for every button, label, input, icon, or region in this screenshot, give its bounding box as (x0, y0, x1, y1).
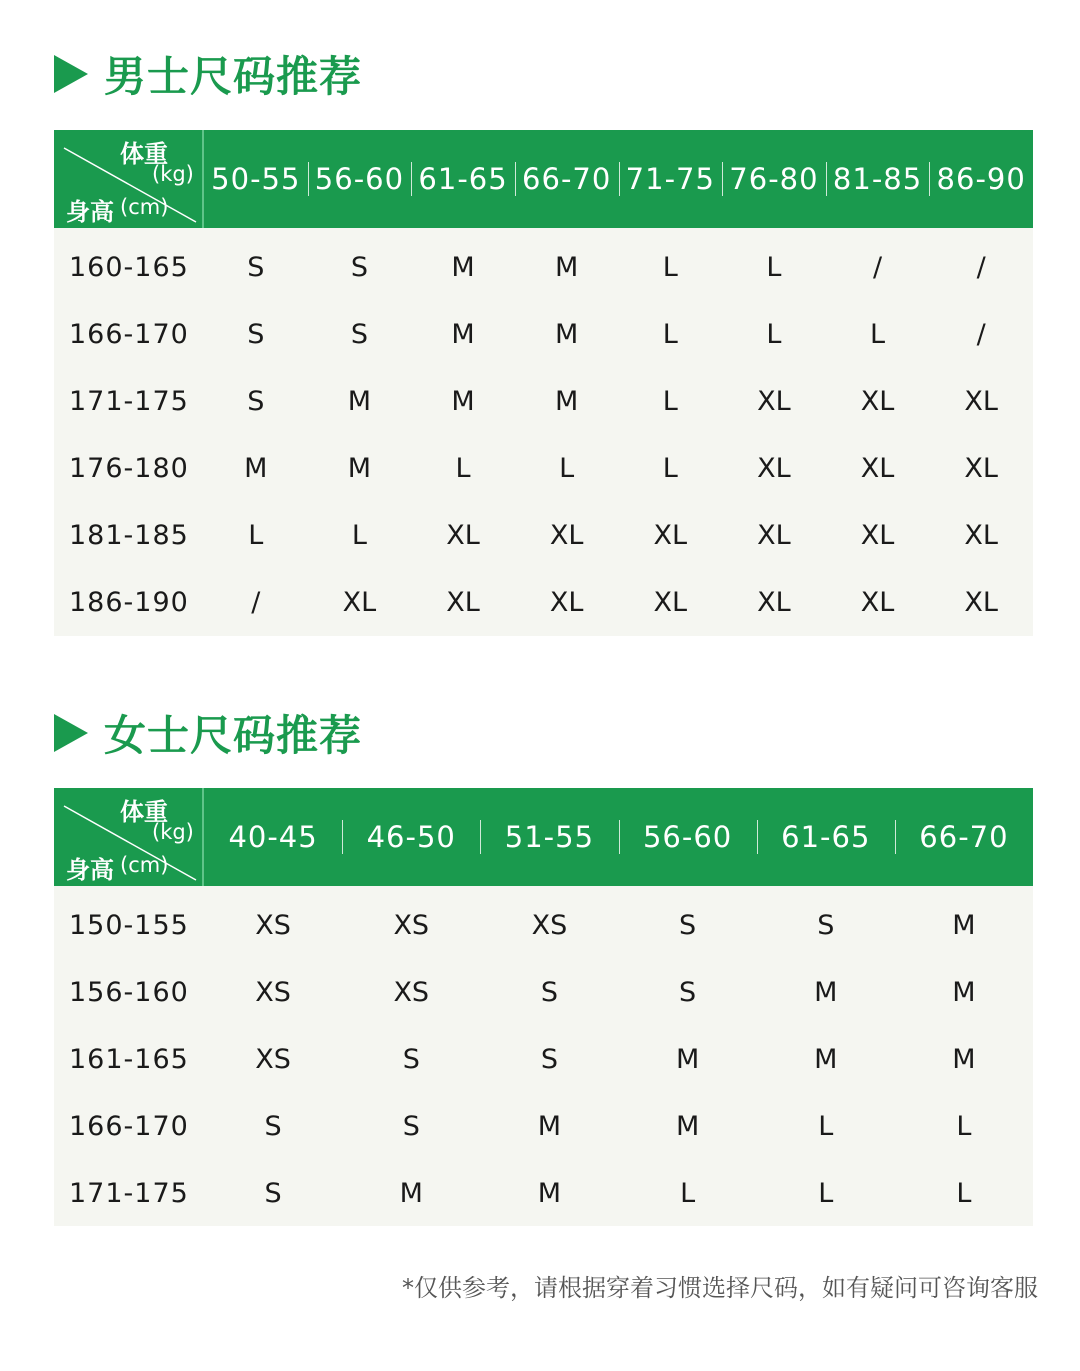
women-table-header (54, 788, 1033, 886)
size-cell: L (662, 252, 678, 283)
height-range-label: 161-165 (69, 1044, 189, 1075)
size-cell: L (818, 1178, 834, 1209)
size-cell: XL (964, 520, 998, 551)
men-corner-cell (54, 130, 204, 228)
size-cell: L (248, 520, 264, 551)
size-cell: M (244, 453, 268, 484)
size-cell: XL (860, 587, 895, 618)
weight-label: 体重 (120, 140, 168, 168)
size-cell: XL (757, 520, 791, 551)
size-cell: M (952, 910, 976, 941)
size-cell: / (976, 252, 986, 283)
height-label: 身高 (66, 856, 114, 884)
size-cell: L (662, 386, 678, 417)
table-row (54, 502, 1033, 569)
size-cell: XL (757, 587, 791, 618)
weight-column-header: 61-65 (411, 162, 515, 196)
size-cell: M (814, 1044, 838, 1075)
weight-column-header: 56-60 (619, 820, 757, 854)
size-cell: M (952, 1044, 976, 1075)
size-cell: S (540, 977, 558, 1008)
size-cell: L (662, 453, 678, 484)
size-cell: XL (757, 453, 791, 484)
size-cell: L (818, 1111, 834, 1142)
size-cell: L (956, 1178, 972, 1209)
height-range-label: 176-180 (69, 453, 189, 484)
size-cell: S (247, 252, 265, 283)
size-cell: XS (255, 1044, 291, 1075)
table-row (54, 892, 1033, 959)
weight-column-header: 81-85 (826, 162, 930, 196)
size-cell: L (455, 453, 471, 484)
weight-label: 体重 (120, 798, 168, 826)
triangle-bullet-icon (54, 55, 88, 93)
men-title-text: 男士尺码推荐 (104, 52, 363, 101)
cm-unit: (cm) (120, 853, 169, 877)
table-row (54, 569, 1033, 636)
weight-column-header: 66-70 (895, 820, 1033, 854)
size-cell: S (817, 910, 835, 941)
weight-column-header: 86-90 (929, 162, 1033, 196)
size-cell: S (679, 910, 697, 941)
men-table-body (54, 234, 1033, 636)
size-cell: M (451, 386, 475, 417)
size-cell: S (350, 319, 368, 350)
size-cell: / (251, 587, 261, 618)
weight-column-header: 50-55 (211, 162, 301, 196)
weight-column-header: 46-50 (342, 820, 480, 854)
women-weight-columns (204, 788, 1033, 886)
height-range-label: 156-160 (69, 977, 189, 1008)
size-cell: M (451, 319, 475, 350)
size-cell: M (555, 319, 579, 350)
size-cell: L (559, 453, 575, 484)
size-cell: XS (255, 910, 291, 941)
size-cell: XS (393, 910, 430, 941)
triangle-bullet-icon (54, 714, 88, 752)
size-cell: S (247, 386, 265, 417)
weight-column-header: 71-75 (619, 162, 723, 196)
women-section-title (54, 703, 362, 763)
size-cell: XS (255, 977, 291, 1008)
men-weight-columns (204, 130, 1033, 228)
size-cell: M (555, 386, 579, 417)
size-cell: XL (964, 453, 998, 484)
size-cell: / (976, 319, 986, 350)
table-row (54, 368, 1033, 435)
size-cell: M (675, 1111, 700, 1142)
size-cell: S (402, 1111, 420, 1142)
size-cell: XS (531, 910, 568, 941)
size-cell: M (399, 1178, 423, 1209)
cm-unit: (cm) (120, 195, 169, 219)
size-cell: S (540, 1044, 558, 1075)
size-cell: L (680, 1178, 696, 1209)
size-cell: S (350, 252, 368, 283)
size-cell: M (952, 977, 976, 1008)
size-cell: M (537, 1111, 562, 1142)
height-range-label: 171-175 (69, 1178, 189, 1209)
size-cell: XL (860, 520, 895, 551)
size-cell: M (675, 1044, 700, 1075)
disclaimer-note: *仅供参考，请根据穿着习惯选择尺码，如有疑问可咨询客服 (402, 1274, 1038, 1302)
height-range-label: 166-170 (69, 1111, 189, 1142)
women-title-text: 女士尺码推荐 (104, 711, 363, 760)
size-cell: L (662, 319, 678, 350)
height-range-label: 171-175 (69, 386, 189, 417)
kg-unit: (kg) (152, 820, 194, 844)
table-row (54, 435, 1033, 502)
size-cell: S (264, 1111, 282, 1142)
women-table-body (54, 892, 1033, 1227)
height-range-label: 160-165 (69, 252, 189, 283)
size-cell: L (766, 319, 782, 350)
size-cell: L (956, 1111, 972, 1142)
size-cell: M (347, 386, 372, 417)
weight-column-header: 61-65 (757, 820, 895, 854)
size-cell: M (451, 252, 475, 283)
women-size-table (54, 788, 1033, 1226)
size-cell: XL (653, 587, 688, 618)
table-row (54, 1160, 1033, 1227)
weight-column-header: 56-60 (308, 162, 412, 196)
size-cell: XL (446, 587, 480, 618)
size-cell: L (870, 319, 886, 350)
weight-column-header: 40-45 (228, 820, 318, 854)
size-cell: XL (757, 386, 791, 417)
size-cell: XL (964, 386, 998, 417)
height-range-label: 181-185 (69, 520, 189, 551)
table-row (54, 234, 1033, 301)
size-cell: XL (549, 587, 584, 618)
size-cell: XL (342, 587, 377, 618)
size-cell: XS (393, 977, 430, 1008)
height-range-label: 166-170 (69, 319, 189, 350)
height-range-label: 186-190 (69, 587, 189, 618)
size-cell: S (264, 1178, 282, 1209)
height-label: 身高 (66, 198, 114, 226)
size-cell: M (555, 252, 579, 283)
size-cell: XL (964, 587, 998, 618)
size-cell: / (873, 252, 883, 283)
table-row (54, 1093, 1033, 1160)
size-cell: XL (860, 386, 895, 417)
size-cell: L (351, 520, 367, 551)
size-cell: XL (653, 520, 688, 551)
weight-column-header: 66-70 (515, 162, 619, 196)
size-cell: M (814, 977, 838, 1008)
table-row (54, 959, 1033, 1026)
size-cell: M (537, 1178, 562, 1209)
size-cell: XL (860, 453, 895, 484)
size-cell: XL (549, 520, 584, 551)
men-size-table (54, 130, 1033, 636)
kg-unit: (kg) (152, 162, 194, 186)
size-cell: S (247, 319, 265, 350)
table-row (54, 1026, 1033, 1093)
table-row (54, 301, 1033, 368)
size-cell: S (402, 1044, 420, 1075)
size-cell: XL (446, 520, 480, 551)
size-cell: S (679, 977, 697, 1008)
weight-column-header: 76-80 (722, 162, 826, 196)
size-cell: L (766, 252, 782, 283)
men-section-title (54, 44, 362, 104)
weight-column-header: 51-55 (480, 820, 618, 854)
women-corner-cell (54, 788, 204, 886)
size-cell: M (347, 453, 372, 484)
men-table-header (54, 130, 1033, 228)
height-range-label: 150-155 (69, 910, 189, 941)
